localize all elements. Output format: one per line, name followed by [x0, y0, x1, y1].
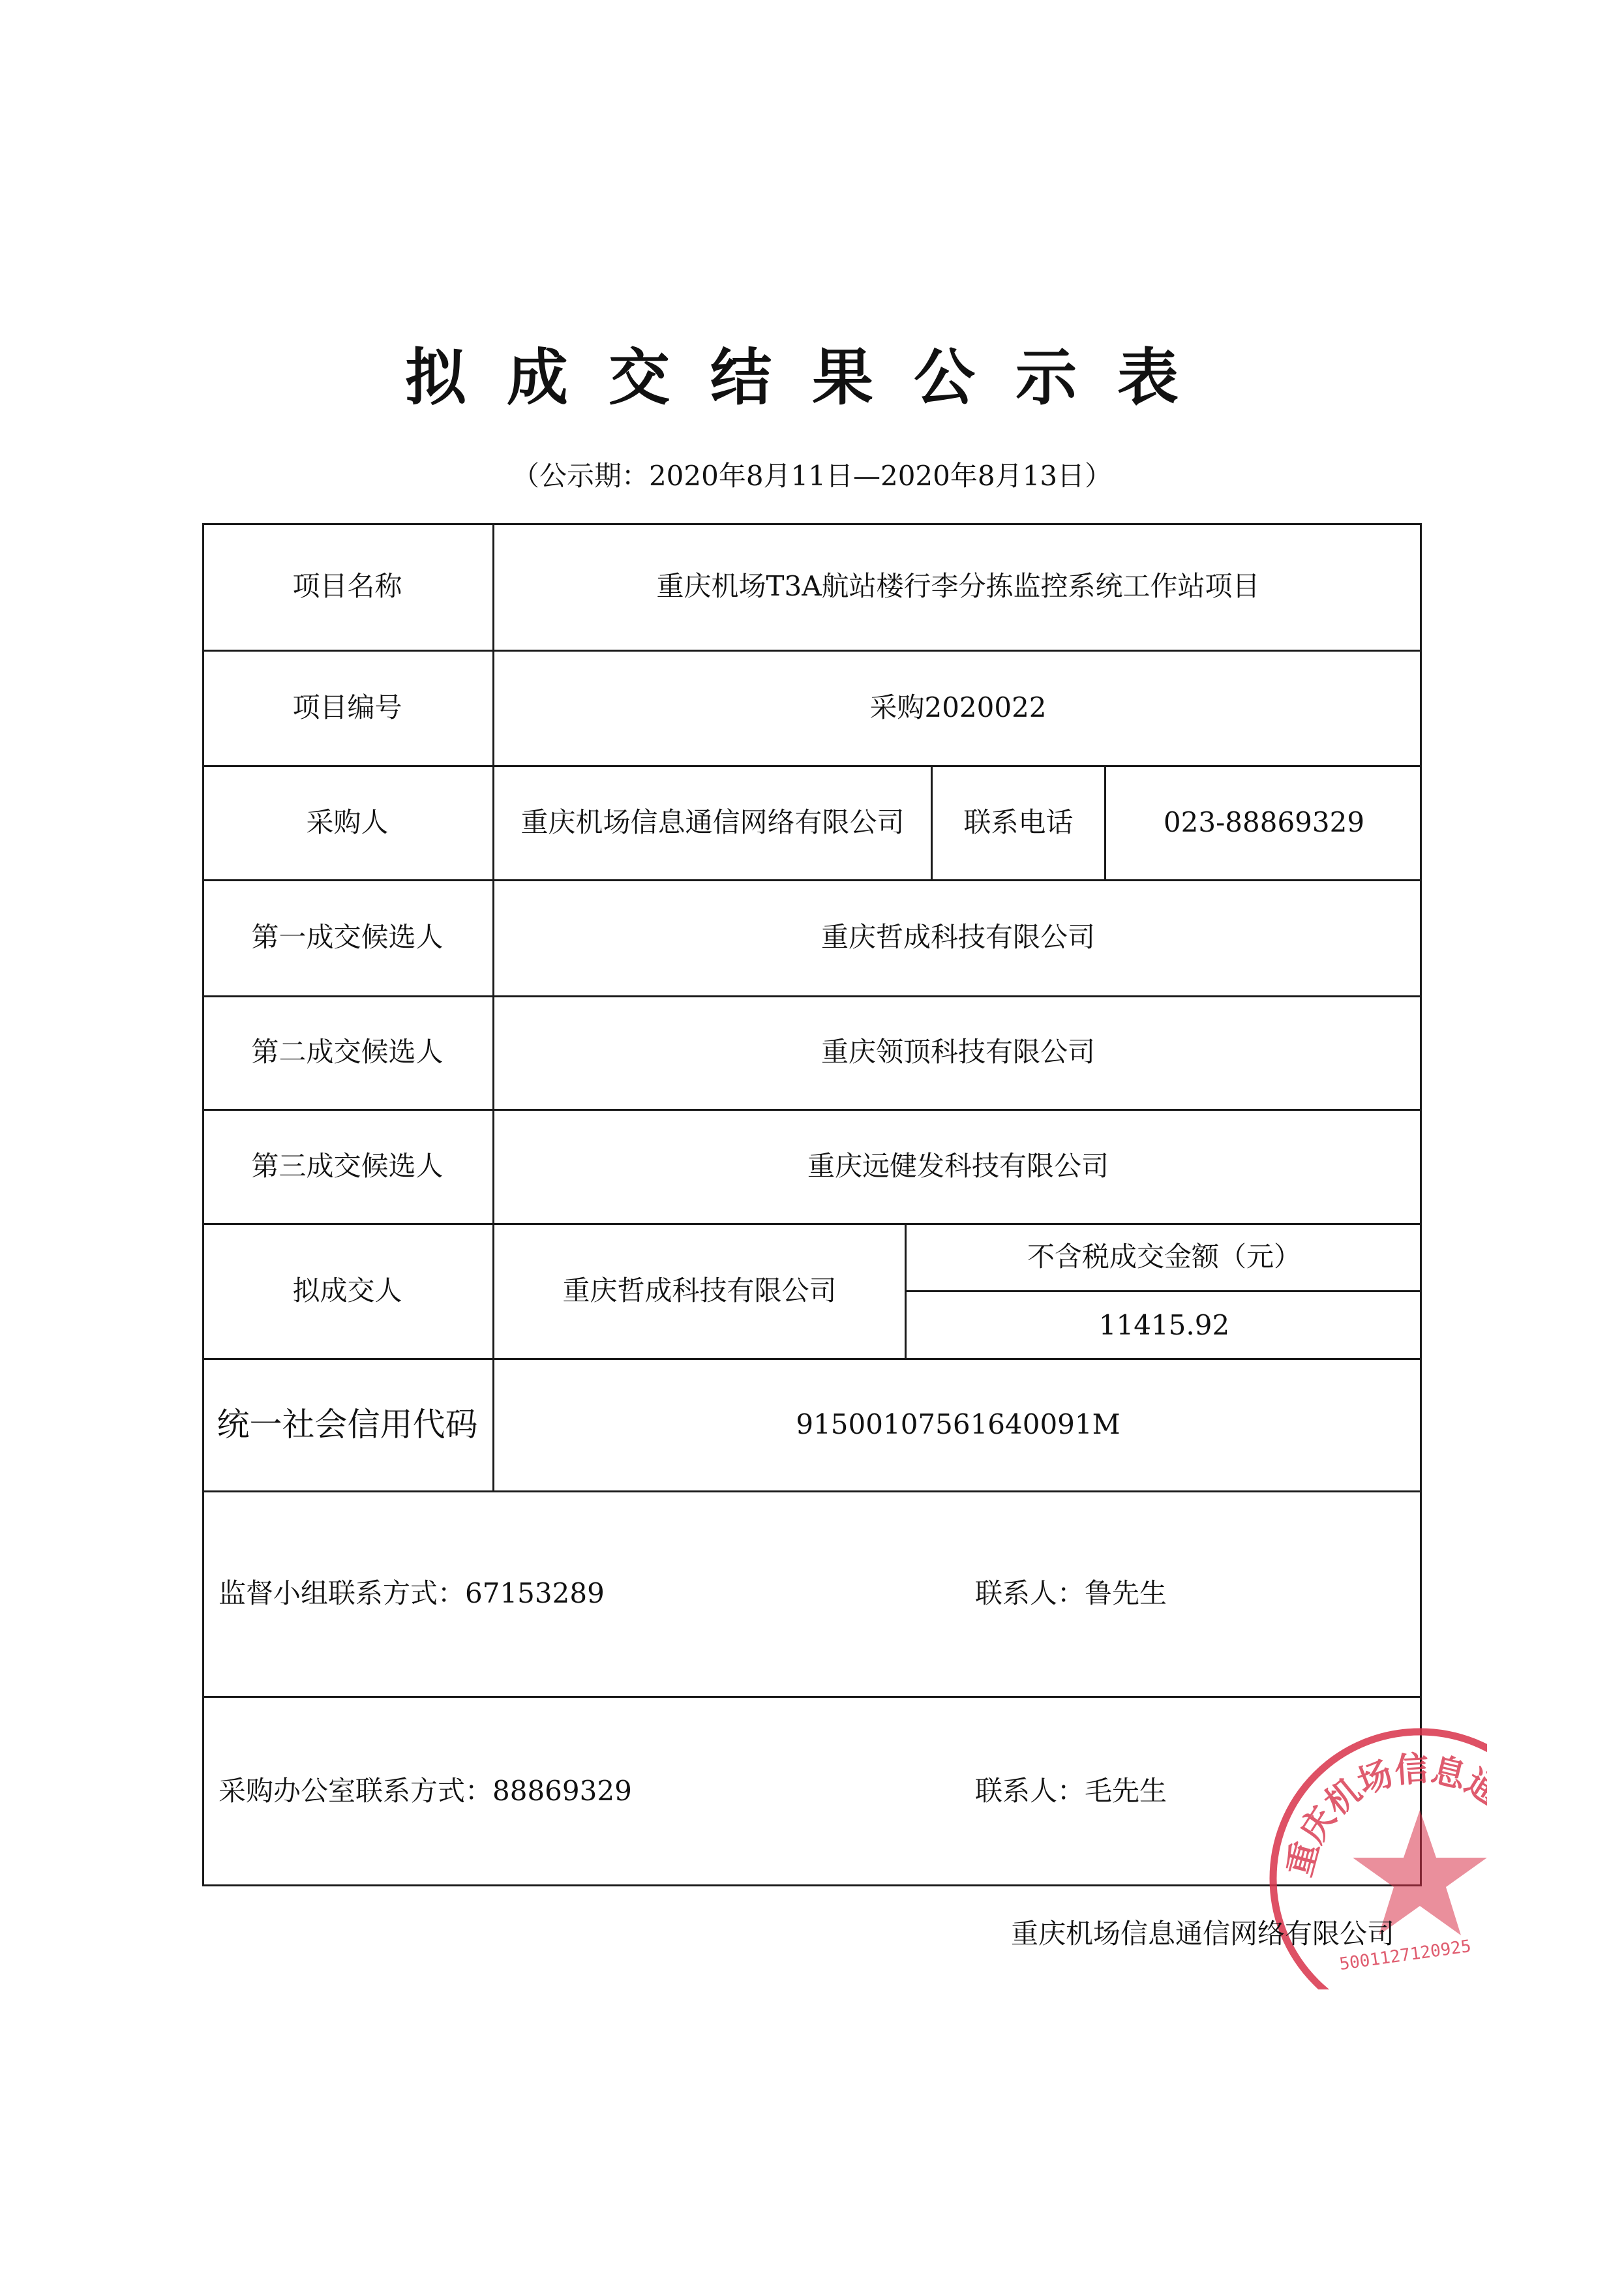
amount-label: 不含税成交金额（元） [1027, 1240, 1301, 1273]
office-contact-label: 采购办公室联系方式： [218, 1775, 493, 1807]
office-contact-value: 88869329 [492, 1775, 632, 1807]
supervision-person-value: 鲁先生 [1085, 1577, 1167, 1609]
svg-text:重庆机场信息通信网络有限公司: 重庆机场信息 [1280, 1749, 1470, 1881]
svg-text:5001127120925: 5001127120925 [1338, 1936, 1473, 1974]
candidate-3-value: 重庆远健发科技有限公司 [807, 1149, 1109, 1182]
phone-label: 联系电话 [963, 806, 1074, 838]
proposed-winner-label: 拟成交人 [292, 1274, 402, 1307]
credit-code-value: 91500107561640091M [796, 1408, 1120, 1440]
office-contact [218, 1696, 871, 1886]
candidate-1-value: 重庆哲成科技有限公司 [820, 921, 1095, 953]
phone-value: 023-88869329 [1163, 806, 1365, 838]
publicity-period: （公示期：2020年8月11日—2020年8月13日） [511, 460, 1113, 492]
issuer-name: 重庆机场信息通信网络有限公司 [1011, 1918, 1395, 1950]
purchaser-value: 重庆机场信息通信网络有限公司 [520, 806, 905, 838]
candidate-1-label: 第一成交候选人 [251, 921, 444, 953]
office-person-value: 毛先生 [1085, 1775, 1167, 1807]
document-title: 拟成交结果公示表 [404, 342, 1219, 414]
project-name-label: 项目名称 [292, 570, 402, 602]
purchaser-label: 采购人 [306, 806, 389, 838]
supervision-person [975, 1490, 1366, 1696]
result-table [202, 523, 1422, 1886]
proposed-winner-value: 重庆哲成科技有限公司 [562, 1274, 837, 1307]
office-person-label: 联系人： [975, 1775, 1085, 1807]
project-number-label: 项目编号 [292, 691, 402, 723]
supervision-contact-value: 67153289 [465, 1577, 605, 1609]
amount-value: 11415.92 [1098, 1308, 1230, 1341]
supervision-contact-label: 监督小组联系方式： [218, 1577, 466, 1609]
candidate-3-label: 第三成交候选人 [251, 1149, 444, 1182]
supervision-person-label: 联系人： [975, 1577, 1085, 1609]
project-number-value: 采购2020022 [869, 691, 1047, 723]
credit-code-label: 统一社会信用代码 [217, 1405, 478, 1443]
supervision-contact [218, 1490, 871, 1696]
project-name-value: 重庆机场T3A航站楼行李分拣监控系统工作站项目 [656, 570, 1260, 602]
candidate-2-label: 第二成交候选人 [251, 1036, 444, 1068]
candidate-2-value: 重庆领顶科技有限公司 [820, 1036, 1095, 1068]
